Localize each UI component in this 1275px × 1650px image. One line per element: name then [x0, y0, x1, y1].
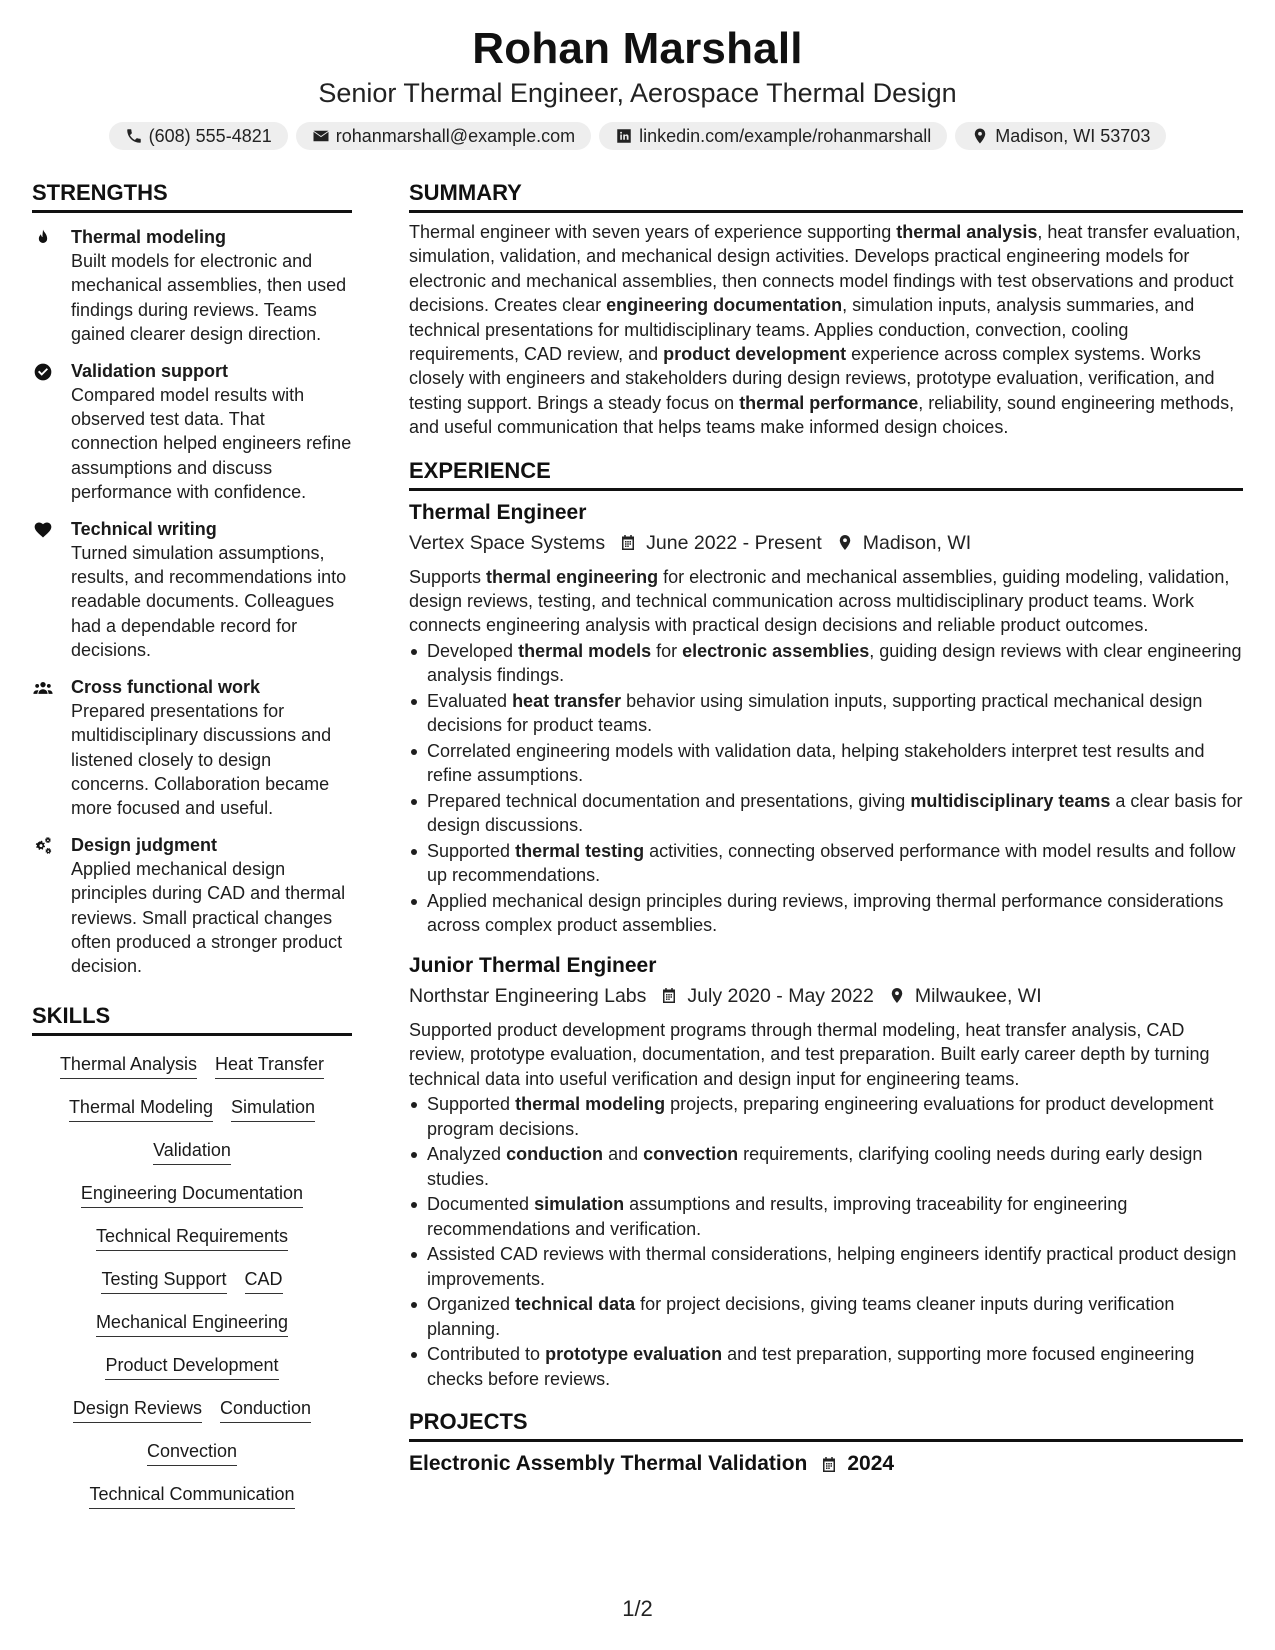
projects-heading: PROJECTS: [409, 1407, 1243, 1442]
job-bullet: Supported thermal modeling projects, preparing engineering evaluations for product development program decisions.: [409, 1092, 1243, 1141]
skill-tag: Convection: [147, 1439, 237, 1466]
contact-location-text: Madison, WI 53703: [995, 125, 1151, 146]
job-location: Madison, WI: [862, 531, 972, 554]
left-column: [32, 178, 352, 1509]
job-bullet: Organized technical data for project decisions, giving teams cleaner inputs during verification planning.: [409, 1292, 1243, 1341]
resume-header: [0, 22, 1275, 150]
job-location: Milwaukee, WI: [914, 984, 1042, 1007]
job-meta: [409, 529, 1243, 557]
skill-tag: Conduction: [220, 1396, 311, 1423]
page-number: 1/2: [622, 1596, 653, 1621]
job-bullets: [409, 639, 1243, 938]
linkedin-icon: [615, 127, 633, 145]
strength-title: Validation support: [71, 360, 229, 381]
right-column: [409, 178, 1243, 1478]
job-dates: June 2022 - Present: [646, 531, 822, 554]
experience-heading: EXPERIENCE: [409, 456, 1243, 491]
job-bullet: Contributed to prototype evaluation and test preparation, supporting more focused engineering checks before reviews.: [409, 1342, 1243, 1391]
strength-item: [32, 517, 352, 663]
skill-tag: Thermal Analysis: [60, 1052, 197, 1079]
job-bullet: Analyzed conduction and convection requirements, clarifying cooling needs during early design studies.: [409, 1142, 1243, 1191]
project-year: 2024: [847, 1452, 895, 1476]
strength-title: Technical writing: [71, 518, 217, 539]
job-entry: [409, 952, 1243, 1391]
contact-location: [955, 122, 1166, 150]
job-meta: [409, 982, 1243, 1010]
summary-heading: SUMMARY: [409, 178, 1243, 213]
strength-item: [32, 675, 352, 821]
job-description: Supports thermal engineering for electronic and mechanical assemblies, guiding modeling, validation, design reviews, testing, and technical communication across multidisciplinary product teams. Work connects engineering analysis with practical design decisions and reliable product outcomes.: [409, 566, 1230, 636]
contact-email[interactable]: [296, 122, 591, 150]
skill-tag: Technical Requirements: [96, 1224, 288, 1251]
strength-item: [32, 833, 352, 979]
strength-desc: Prepared presentations for multidisciplinary discussions and listened closely to design concerns. Collaboration became more focused and useful.: [71, 700, 332, 819]
candidate-name: Rohan Marshall: [472, 24, 803, 73]
location-pin-icon: [836, 533, 854, 552]
strengths-heading: STRENGTHS: [32, 178, 352, 213]
strength-desc: Compared model results with observed test data. That connection helped engineers refine assumptions and discuss performance with confidence.: [71, 384, 352, 503]
skill-tag: Simulation: [231, 1095, 315, 1122]
calendar-icon: [619, 533, 637, 552]
skill-tag: Thermal Modeling: [69, 1095, 213, 1122]
project-entry: [409, 1450, 1243, 1478]
envelope-icon: [312, 127, 330, 145]
job-dates: July 2020 - May 2022: [687, 984, 874, 1007]
calendar-icon: [820, 1455, 838, 1474]
contact-linkedin[interactable]: [599, 122, 947, 150]
job-bullet: Correlated engineering models with validation data, helping stakeholders interpret test results and refine assumptions.: [409, 739, 1243, 788]
check-circle-icon: [32, 362, 54, 382]
job-company: Northstar Engineering Labs: [409, 984, 647, 1007]
job-bullet: Evaluated heat transfer behavior using simulation inputs, supporting practical mechanical design decisions for product teams.: [409, 689, 1243, 738]
location-pin-icon: [888, 986, 906, 1005]
job-description: Supported product development programs through thermal modeling, heat transfer analysis, CAD review, prototype evaluation, documentation, and test preparation. Built early career depth by turning technical data into useful verification and design input for engineering teams.: [409, 1019, 1210, 1089]
candidate-title: Senior Thermal Engineer, Aerospace Thermal Design: [318, 78, 957, 108]
gears-icon: [32, 836, 54, 856]
contact-linkedin-text: linkedin.com/example/rohanmarshall: [639, 125, 932, 146]
skill-tag: Engineering Documentation: [81, 1181, 303, 1208]
strength-title: Cross functional work: [71, 676, 261, 697]
job-entry: [409, 499, 1243, 938]
strength-desc: Applied mechanical design principles during CAD and thermal reviews. Small practical changes often produced a stronger product decision.: [71, 858, 346, 977]
skill-tag: Technical Communication: [89, 1482, 294, 1509]
contact-phone[interactable]: [109, 122, 288, 150]
heart-icon: [32, 520, 54, 540]
project-title: Electronic Assembly Thermal Validation: [409, 1452, 808, 1476]
job-bullet: Documented simulation assumptions and results, improving traceability for engineering recommendations and verification.: [409, 1192, 1243, 1241]
strength-item: [32, 225, 352, 347]
skills-list: [32, 1036, 352, 1509]
job-bullet: Developed thermal models for electronic assemblies, guiding design reviews with clear engineering analysis findings.: [409, 639, 1243, 688]
strength-item: [32, 359, 352, 505]
strength-title: Thermal modeling: [71, 227, 227, 247]
job-bullet: Supported thermal testing activities, connecting observed performance with model results and follow up recommendations.: [409, 839, 1243, 888]
job-bullets: [409, 1092, 1243, 1391]
contact-phone-text: (608) 555-4821: [148, 125, 272, 146]
job-company: Vertex Space Systems: [409, 531, 606, 554]
phone-icon: [125, 127, 143, 145]
job-bullet: Assisted CAD reviews with thermal considerations, helping engineers identify practical product design improvements.: [409, 1242, 1243, 1291]
contact-email-text: rohanmarshall@example.com: [335, 125, 576, 146]
users-icon: [32, 678, 54, 698]
calendar-icon: [660, 986, 678, 1005]
flame-icon: [32, 228, 54, 248]
job-title: Junior Thermal Engineer: [409, 953, 657, 977]
skill-tag: Mechanical Engineering: [96, 1310, 288, 1337]
strength-desc: Built models for electronic and mechanical assemblies, then used findings during reviews. Teams gained clearer design direction.: [71, 251, 347, 345]
skill-tag: Heat Transfer: [215, 1052, 324, 1079]
skills-heading: SKILLS: [32, 1001, 352, 1036]
skill-tag: Testing Support: [101, 1267, 226, 1294]
summary-text: Thermal engineer with seven years of experience supporting thermal analysis, heat transfer evaluation, simulation, validation, and mechanical design activities. Develops practical engineering models for electronic and mechanical assemblies, then connects model findings with test observations and product decisions. Creates clear engineering documentation, simulation inputs, analysis summaries, and technical presentations for multidisciplinary teams. Applies conduction, convection, cooling requirements, CAD review, and product development experience across complex systems. Works closely with engineers and stakeholders during design reviews, prototype evaluation, verification, and testing support. Brings a steady focus on thermal performance, reliability, sound engineering methods, and useful communication that helps teams make informed design choices.: [409, 222, 1241, 438]
job-bullet: Applied mechanical design principles during reviews, improving thermal performance considerations across complex product assemblies.: [409, 889, 1243, 938]
contact-bar: [0, 122, 1275, 150]
job-title: Thermal Engineer: [409, 500, 587, 524]
skill-tag: CAD: [245, 1267, 283, 1294]
job-bullet: Prepared technical documentation and presentations, giving multidisciplinary teams a clear basis for design discussions.: [409, 789, 1243, 838]
location-pin-icon: [971, 127, 989, 145]
strength-title: Design judgment: [71, 834, 218, 855]
strength-desc: Turned simulation assumptions, results, and recommendations into readable documents. Colleagues had a dependable record for decisions.: [71, 542, 347, 661]
skill-tag: Product Development: [105, 1353, 278, 1380]
skill-tag: Design Reviews: [73, 1396, 202, 1423]
skill-tag: Validation: [153, 1138, 231, 1165]
